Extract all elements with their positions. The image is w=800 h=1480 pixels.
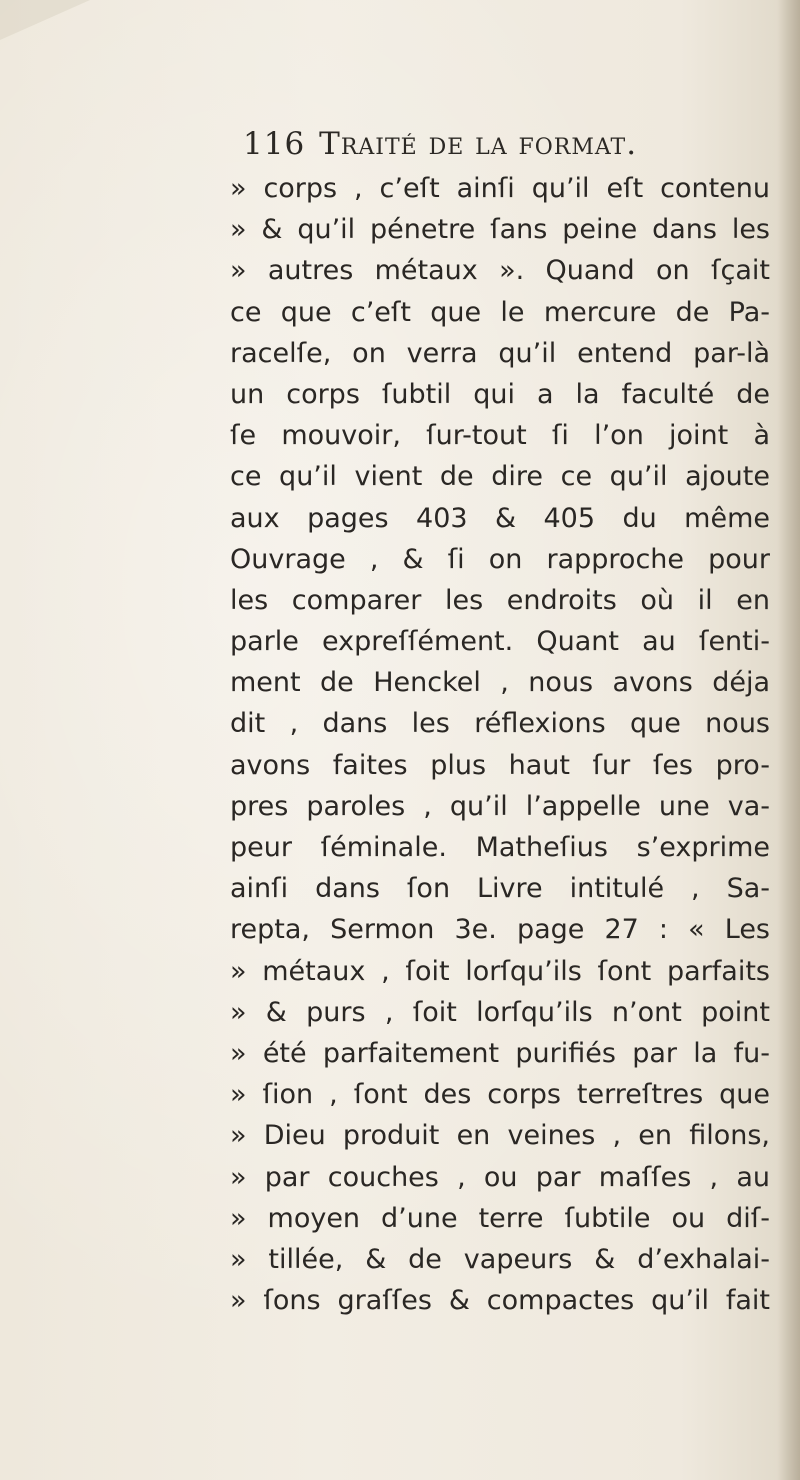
text-line: ce que c’eſt que le mercure de Pa- (230, 296, 770, 328)
text-line: » & qu’il pénetre ſans peine dans les (230, 214, 770, 246)
text-line: » moyen d’une terre ſubtile ou diſ- (230, 1202, 770, 1234)
text-line: parle expreſſément. Quant au ſenti- (230, 626, 770, 658)
text-line: dit , dans les réflexions que nous (230, 708, 770, 740)
text-line: pres paroles , qu’il l’appelle une va- (230, 790, 770, 822)
text-line: » & purs , ſoit lorſqu’ils n’ont point (230, 996, 770, 1028)
text-line: racelſe, on verra qu’il entend par-là (230, 337, 770, 369)
text-line: ment de Henckel , nous avons déja (230, 667, 770, 699)
text-line: » été parfaitement purifiés par la fu- (230, 1037, 770, 1069)
text-line: » corps , c’eſt ainſi qu’il eſt contenu (230, 173, 770, 204)
text-line: » tillée, & de vapeurs & d’exhalai- (230, 1243, 770, 1275)
text-line: un corps ſubtil qui a la faculté de (230, 378, 770, 410)
text-line: » ſons graſſes & compactes qu’il fait (230, 1285, 770, 1317)
body-text (230, 168, 770, 1321)
text-line: ainſi dans ſon Livre intitulé , Sa- (230, 873, 770, 905)
text-line: les comparer les endroits où il en (230, 584, 770, 616)
page-corner-fold (0, 0, 90, 40)
page-edge-shadow (778, 0, 800, 1480)
text-line: » ſion , ſont des corps terreſtres que (230, 1079, 770, 1111)
text-line: ſe mouvoir, ſur-tout ſi l’on joint à (230, 420, 770, 452)
text-line: » métaux , ſoit lorſqu’ils ſont parfaits (230, 955, 770, 987)
text-line: aux pages 403 & 405 du même (230, 502, 770, 534)
text-line: » autres métaux ». Quand on ſçait (230, 255, 770, 287)
text-line: » Dieu produit en veines , en filons, (230, 1120, 770, 1152)
text-line: repta, Sermon 3e. page 27 : « Les (230, 914, 770, 946)
running-title: Traité de la format. (319, 126, 638, 162)
text-line: » par couches , ou par maſſes , au (230, 1161, 770, 1193)
text-line: ce qu’il vient de dire ce qu’il ajoute (230, 461, 770, 493)
text-line: Ouvrage , & ſi on rapproche pour (230, 543, 770, 575)
running-header (243, 126, 637, 162)
text-line: peur ſéminale. Matheſius s’exprime (230, 832, 770, 863)
page-number: 116 (243, 126, 306, 162)
text-line: avons faites plus haut ſur ſes pro- (230, 749, 770, 781)
